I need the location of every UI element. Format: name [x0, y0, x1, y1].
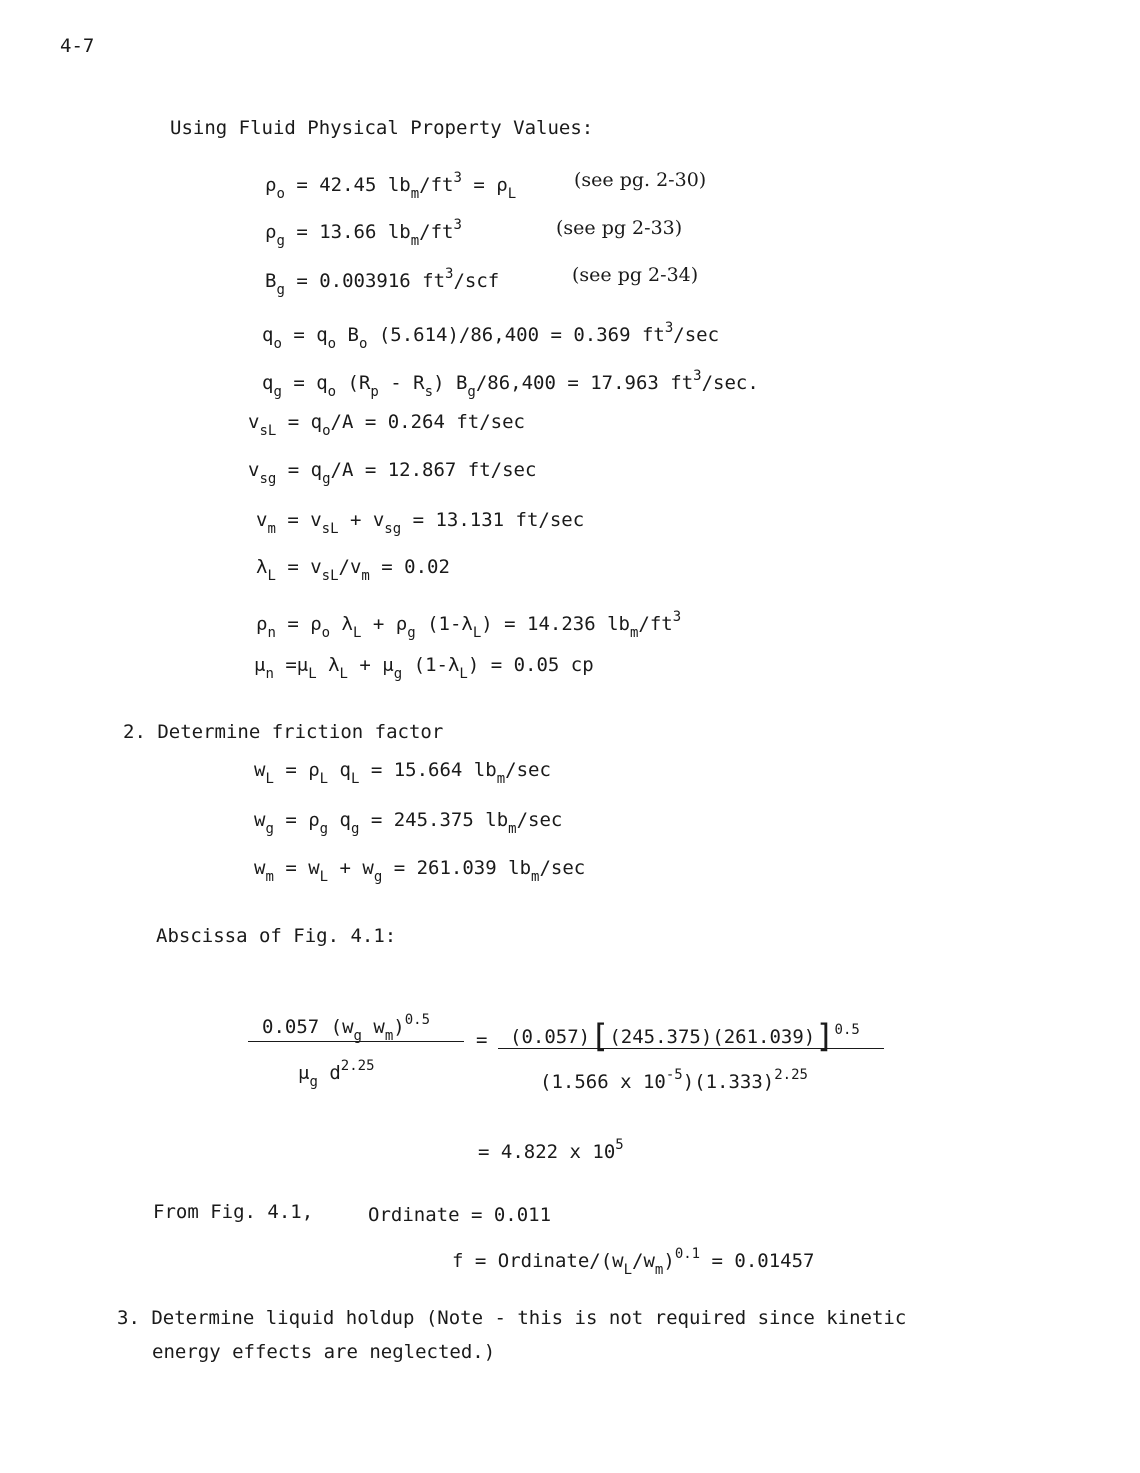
- eq-w-m: $w_m = w_L + w_g = 261.039$ $lb_m/\sec$: [254, 857, 586, 885]
- eq-w-l: $w_L = \rho_L$ $q_L = 15.664$ $lb_m/\sec$: [254, 759, 551, 787]
- intro-heading: Using Fluid Physical Property Values:: [170, 117, 594, 139]
- step3-line1: 3. Determine liquid holdup (Note - this is not required since kinetic: [117, 1307, 907, 1329]
- from-fig-label: From Fig. 4.1,: [153, 1201, 314, 1223]
- abscissa-label: Abscissa of Fig. 4.1:: [156, 925, 397, 947]
- frac-equals: =: [476, 1029, 488, 1051]
- eq-q-g: $q_g = q_o$ $(R_p - R_s) B_g/86,400 = 17.963$ $ft^3/\sec$.: [262, 368, 759, 400]
- frac-left-bar: [248, 1041, 464, 1042]
- eq-v-m: $v_m = v_{sL} + v_{sg} = 13.131$ ft/sec: [256, 509, 585, 537]
- eq-rho-o: $\rho_o = 42.45$ $lb_m/ft^3 = \rho_L$: [265, 170, 517, 202]
- abscissa-result: = 4.822 x $10^5$: [478, 1137, 624, 1163]
- frac-left-denominator: $\mu_g$ $d^{2.25}$: [298, 1058, 375, 1090]
- step2-heading: 2. Determine friction factor: [123, 721, 444, 743]
- eq-rho-g: $\rho_g = 13.66$ $lb_m/ft^3$: [265, 217, 462, 249]
- eq-rho-n: $\rho_n = \rho_o$ $\lambda_L + \rho_g$ $(1-\lambda_L) = 14.236$ $lb_m/ft^3$: [256, 609, 682, 641]
- frac-right-denominator: (1.566 x $10^{-5})(1.333)^{2.25}$: [540, 1067, 808, 1093]
- eq-mu-n: $\mu_n =\mu_L$ $\lambda_L + \mu_g$ $(1-\lambda_L) = 0.05$ cp: [254, 654, 594, 682]
- frac-right-bar: [498, 1048, 884, 1049]
- ref-rho-g: (see pg 2-33): [556, 217, 683, 239]
- eq-b-g: $B_g = 0.003916$ $ft^3$/scf: [265, 266, 500, 298]
- frac-left-numerator: 0.057 ($w_g$ $w_m)^{0.5}$: [262, 1012, 431, 1044]
- eq-v-sl: $v_{sL} = q_o/A = 0.264$ ft/sec: [248, 411, 525, 439]
- friction-factor: f = Ordinate/$(w_L/w_m)^{0.1} = 0.01457$: [452, 1246, 815, 1278]
- ref-rho-o: (see pg. 2-30): [574, 169, 707, 191]
- ref-b-g: (see pg 2-34): [572, 264, 699, 286]
- eq-q-o: $q_o = q_o$ $B_o$ (5.614)/86,400 = 0.369 $ft^3/\sec$: [262, 320, 720, 352]
- step3-line2: energy effects are neglected.): [152, 1341, 496, 1363]
- ordinate-value: Ordinate = 0.011: [368, 1204, 552, 1226]
- page-number: 4-7: [60, 35, 95, 57]
- eq-lambda-l: $\lambda_L = v_{sL}/v_m = 0.02$: [256, 556, 450, 584]
- eq-w-g: $w_g = \rho_g$ $q_g = 245.375$ $lb_m/\sec$: [254, 809, 563, 837]
- frac-right-numerator: $(0.057)[(245.375)(261.039)]^{0.5}$: [510, 1017, 860, 1055]
- eq-v-sg: $v_{sg} = q_g/A = 12.867$ ft/sec: [248, 459, 537, 487]
